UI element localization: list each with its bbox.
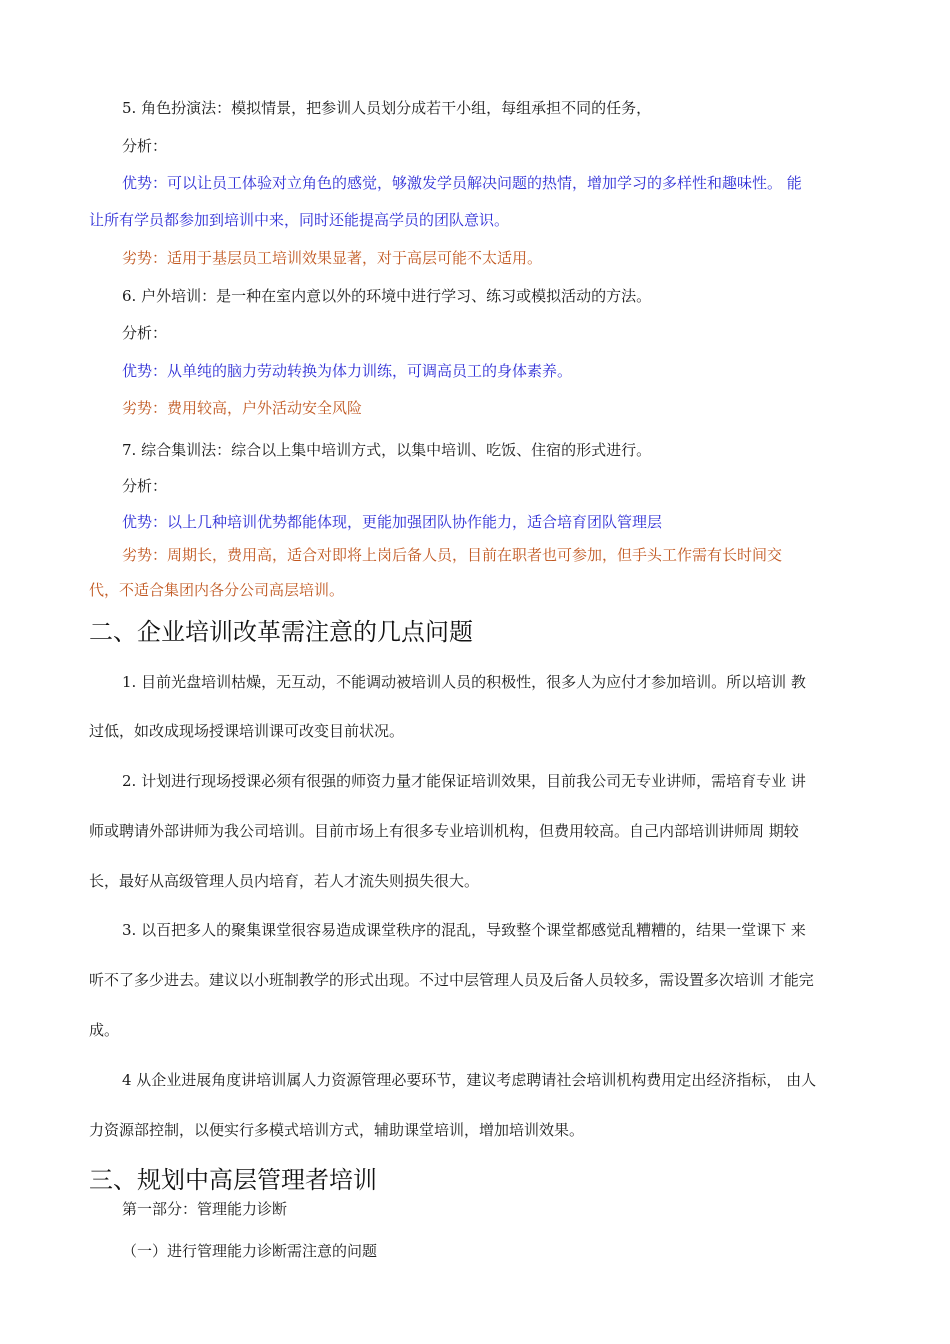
item6-analysis-label: 分析： bbox=[122, 324, 168, 342]
section2-p2-line3: 长，最好从高级管理人员内培育，若人才流失则损失很大。 bbox=[89, 872, 480, 890]
section2-p1-line2: 过低，如改成现场授课培训课可改变目前状况。 bbox=[89, 722, 405, 740]
item7-title: 7. 综合集训法：综合以上集中培训方式，以集中培训、吃饭、住宿的形式进行。 bbox=[122, 441, 652, 459]
section3-sub1: （一）进行管理能力诊断需注意的问题 bbox=[122, 1242, 378, 1260]
item5-pros-line2: 让所有学员都参加到培训中来，同时还能提高学员的团队意识。 bbox=[89, 211, 510, 229]
section2-p3-line3: 成。 bbox=[89, 1021, 120, 1039]
section2-p3-line2: 听不了多少进去。建议以小班制教学的形式出现。不过中层管理人员及后备人员较多，需设置多次培训 才能完 bbox=[89, 971, 814, 989]
section2-p2-line2: 师或聘请外部讲师为我公司培训。目前市场上有很多专业培训机构，但费用较高。自己内部培训讲师周 期较 bbox=[89, 822, 799, 840]
item7-analysis-label: 分析： bbox=[122, 477, 168, 495]
item5-cons: 劣势：适用于基层员工培训效果显著，对于高层可能不太适用。 bbox=[122, 249, 543, 267]
item6-title: 6. 户外培训：是一种在室内意以外的环境中进行学习、练习或模拟活动的方法。 bbox=[122, 287, 652, 305]
section3-heading: 三、规划中高层管理者培训 bbox=[89, 1166, 377, 1194]
section2-heading: 二、企业培训改革需注意的几点问题 bbox=[89, 618, 473, 646]
section2-p4-line2: 力资源部控制，以便实行多模式培训方式，辅助课堂培训，增加培训效果。 bbox=[89, 1121, 585, 1139]
item7-pros: 优势：以上几种培训优势都能体现，更能加强团队协作能力，适合培育团队管理层 bbox=[122, 513, 663, 531]
item7-cons-line1: 劣势：周期长，费用高，适合对即将上岗后备人员，目前在职者也可参加，但手头工作需有长时间交 bbox=[122, 546, 783, 564]
item5-analysis-label: 分析： bbox=[122, 137, 168, 155]
section3-part1: 第一部分：管理能力诊断 bbox=[122, 1200, 288, 1218]
section2-p3-line1: 3. 以百把多人的聚集课堂很容易造成课堂秩序的混乱，导致整个课堂都感觉乱糟糟的，结果一堂课下 来 bbox=[122, 921, 806, 939]
section2-p1-line1: 1. 目前光盘培训枯燥，无互动，不能调动被培训人员的积极性，很多人为应付才参加培训。所以培训 教 bbox=[122, 673, 806, 691]
item5-pros-line1: 优势：可以让员工体验对立角色的感觉，够激发学员解决问题的热情，增加学习的多样性和趣味性。 能 bbox=[122, 174, 802, 192]
section2-p2-line1: 2. 计划进行现场授课必须有很强的师资力量才能保证培训效果，目前我公司无专业讲师，需培育专业 讲 bbox=[122, 772, 806, 790]
item7-cons-line2: 代，不适合集团内各分公司高层培训。 bbox=[89, 581, 345, 599]
item6-cons: 劣势：费用较高，户外活动安全风险 bbox=[122, 399, 363, 417]
section2-p4-line1: 4 从企业进展角度讲培训属人力资源管理必要环节，建议考虑聘请社会培训机构费用定出经济指标， 由人 bbox=[122, 1071, 817, 1089]
item5-title: 5. 角色扮演法：模拟情景，把参训人员划分成若干小组，每组承担不同的任务， bbox=[122, 99, 652, 117]
item6-pros: 优势：从单纯的脑力劳动转换为体力训练，可调高员工的身体素养。 bbox=[122, 362, 573, 380]
